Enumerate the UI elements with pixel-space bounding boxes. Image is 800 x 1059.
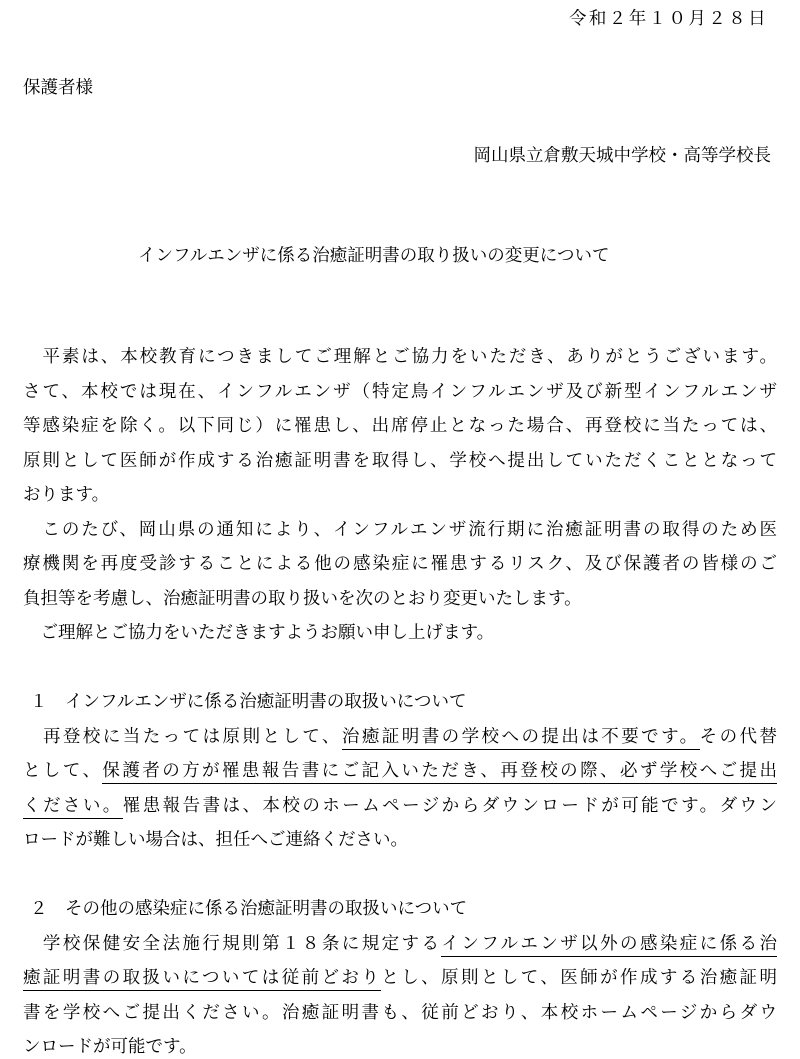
section-1-line-2 (23, 759, 777, 783)
document-date: 令和２年１０月２８日 (569, 9, 768, 29)
section-2-line-3: 書を学校へご提出ください。治癒証明書も、従前どおり、本校ホームページからダウ (23, 1003, 777, 1023)
document-title: インフルエンザに係る治癒証明書の取り扱いの変更について (138, 246, 610, 266)
sender: 岡山県立倉敷天城中学校・高等学校長 (473, 146, 771, 166)
section-1-line-3-text: 罹患報告書は、本校のホームページからダウンロードが可能です。ダウン (122, 796, 777, 816)
intro-line-7: 療機関を再度受診することによる他の感染症に罹患するリスク、及び保護者の皆様のご (23, 554, 777, 574)
intro-line-4: 原則として医師が作成する治癒証明書を取得し、学校へ提出していただくこととなって (23, 451, 777, 471)
section-1-line-1-text: 再登校に当たっては原則として、 (23, 727, 342, 747)
intro-line-5: おります。 (23, 485, 110, 505)
section-1-line-1 (23, 725, 777, 749)
underlined-submit-report: 保護者の方が罹患報告書にご記入いただき、再登校の際、必ず学校へご提出 (102, 761, 777, 784)
section-2-line-2-text: とし、原則として、医師が作成する治癒証明 (381, 968, 777, 988)
intro-line-2: さて、本校では現在、インフルエンザ（特定鳥インフルエンザ及び新型インフルエンザ (23, 382, 777, 402)
section-2-line-2 (23, 966, 777, 990)
section-2-line-1-text: 学校保健安全法施行規則第１８条に規定する (23, 934, 442, 954)
intro-line-1: 平素は、本校教育につきましてご理解とご協力をいただき、ありがとうございます。 (23, 347, 777, 367)
intro-line-6: このたび、岡山県の通知により、インフルエンザ流行期に治癒証明書の取得のため医 (23, 520, 777, 540)
section-1-line-2-text: として、 (23, 761, 103, 781)
underlined-as-before: 癒証明書の取扱いについては従前どおり (23, 968, 381, 991)
section-1-line-4: ロードが難しい場合は、担任へご連絡ください。 (23, 830, 408, 850)
intro-line-8: 負担等を考慮し、治癒証明書の取り扱いを次のとおり変更いたします。 (23, 589, 582, 609)
section-2-heading: ２ その他の感染症に係る治癒証明書の取扱いについて (30, 899, 468, 919)
intro-line-9: ご理解とご協力をいただきますようお願い申し上げます。 (23, 623, 495, 643)
section-1-line-3 (23, 794, 777, 818)
section-1-line-1-tail: その代替 (699, 727, 777, 747)
section-2-line-4: ンロードが可能です。 (23, 1037, 197, 1057)
underlined-submit-report-end: ください。 (23, 796, 123, 819)
intro-line-3: 等感染症を除く。以下同じ）に罹患し、出席停止となった場合、再登校に当たっては、 (23, 416, 777, 436)
section-2-line-1 (23, 932, 777, 956)
recipient: 保護者様 (23, 78, 93, 98)
underlined-other-diseases: インフルエンザ以外の感染症に係る治 (441, 934, 777, 957)
section-1-heading: １ インフルエンザに係る治癒証明書の取扱いについて (30, 692, 467, 712)
underlined-no-certificate-needed: 治癒証明書の学校への提出は不要です。 (342, 727, 700, 750)
